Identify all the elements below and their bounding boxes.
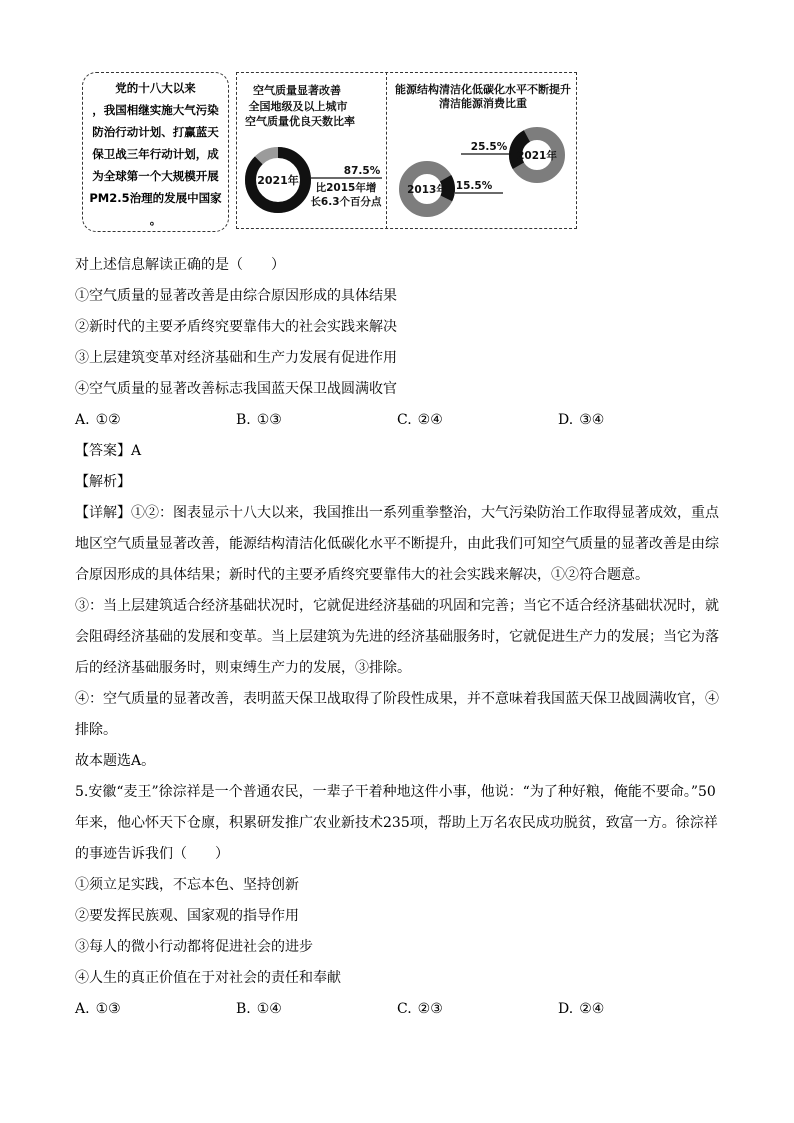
q5-statement: ②要发挥民族观、国家观的指导作用: [75, 907, 299, 924]
q4-detail-line: 后的经济基础服务时，则束缚生产力的发展，③排除。: [75, 659, 411, 676]
air-quality-note: 比2015年增: [315, 182, 377, 194]
party-box-line: 。: [149, 213, 162, 227]
q5-stem-line: 的事迹告诉我们（ ）: [75, 845, 229, 862]
q4-detail-line: 【详解】①②：图表显示十八大以来，我国推出一系列重拳整治，大气污染防治工作取得显著成效，重点: [75, 504, 719, 521]
q5-stem-line: 年来，他心怀天下仓廪，积累研发推广农业新技术235项，帮助上万名农民成功脱贫，致富一方。徐淙祥: [75, 814, 718, 831]
q5-statement: ③每人的微小行动都将促进社会的进步: [75, 938, 313, 955]
q4-detail-line: 会阻碍经济基础的发展和变革。当上层建筑为先进的经济基础服务时，它就促进生产力的发展；当它为落: [75, 628, 719, 645]
q4-detail-line: 合原因形成的具体结果；新时代的主要矛盾终究要靠伟大的社会实践来解决，①②符合题意。: [75, 566, 649, 583]
energy-2013-value-label: 15.5%: [455, 180, 493, 192]
party-box-line: ，我国相继实施大气污染: [92, 103, 219, 117]
air-quality-donut-year: 2021年: [257, 174, 299, 187]
question-body: [75, 250, 725, 1025]
q4-conclusion: 故本题选A。: [75, 752, 156, 769]
q4-detail-line: 排除。: [75, 721, 117, 738]
q4-statement: ①空气质量的显著改善是由综合原因形成的具体结果: [75, 287, 397, 304]
q4-statement: ④空气质量的显著改善标志我国蓝天保卫战圆满收官: [75, 380, 397, 397]
q5-option-c: C. ②③: [397, 1000, 443, 1017]
answer-value: A: [131, 442, 142, 459]
q5-option-b: B. ①④: [236, 1000, 282, 1017]
party-box-line: 防治行动计划、打赢蓝天: [92, 125, 219, 139]
q5-stem-line: 5.安徽“麦王”徐淙祥是一个普通农民，一辈子干着种地这件小事，他说：“为了种好粮，俺能不要命。”50: [75, 783, 716, 800]
q4-options: [75, 405, 725, 436]
q5-statement: ①须立足实践，不忘本色、坚持创新: [75, 876, 299, 893]
q4-statement: ②新时代的主要矛盾终究要靠伟大的社会实践来解决: [75, 318, 397, 335]
q4-detail-line: 地区空气质量显著改善，能源结构清洁化低碳化水平不断提升，由此我们可知空气质量的显著改善是由综: [75, 535, 719, 552]
air-quality-title: 空气质量显著改善: [253, 84, 341, 97]
q4-statement: ③上层建筑变革对经济基础和生产力发展有促进作用: [75, 349, 397, 366]
energy-2013-donut-year: 2013年: [407, 184, 447, 196]
q4-stem: 对上述信息解读正确的是（ ）: [75, 256, 285, 273]
q5-statement: ④人生的真正价值在于对社会的责任和奉献: [75, 969, 341, 986]
party-box-line: 保卫战三年行动计划，成: [92, 147, 219, 161]
party-box-title: 党的十八大以来: [115, 81, 196, 95]
energy-2021-value-label: 25.5%: [470, 141, 508, 153]
party-box-line: 为全球第一个大规模开展: [92, 169, 219, 183]
q4-detail-line: ④：空气质量的显著改善，表明蓝天保卫战取得了阶段性成果，并不意味着我国蓝天保卫战圆满收官，④: [75, 690, 719, 707]
air-quality-value-label: 87.5%: [343, 165, 381, 177]
party-box-line: PM2.5治理的发展中国家: [89, 191, 222, 205]
clean-energy-subtitle: 清洁能源消费比重: [439, 97, 527, 110]
q4-option-d: D. ③④: [558, 411, 605, 428]
q5-option-a: A. ①③: [75, 1000, 121, 1017]
q4-analysis-tag: 【解析】: [75, 473, 131, 490]
answer-tag: 【答案】: [75, 442, 131, 459]
air-quality-subtitle: 空气质量优良天数比率: [245, 115, 355, 128]
q5-options: [75, 994, 725, 1025]
q4-answer: [75, 436, 725, 467]
q4-option-b: B. ①③: [236, 411, 282, 428]
stats-figure: [0, 0, 794, 240]
air-quality-subtitle: 全国地级及以上城市: [248, 100, 348, 113]
q4-option-a: A. ①②: [75, 411, 121, 428]
q4-option-c: C. ②④: [397, 411, 443, 428]
q4-detail-line: ③：当上层建筑适合经济基础状况时，它就促进经济基础的巩固和完善；当它不适合经济基础状况时，就: [75, 597, 719, 614]
energy-2021-donut-year: 2021年: [517, 150, 557, 162]
q5-option-d: D. ②④: [558, 1000, 605, 1017]
clean-energy-title: 能源结构清洁化低碳化水平不断提升: [395, 83, 571, 96]
air-quality-note: 长6.3个百分点: [310, 196, 382, 208]
